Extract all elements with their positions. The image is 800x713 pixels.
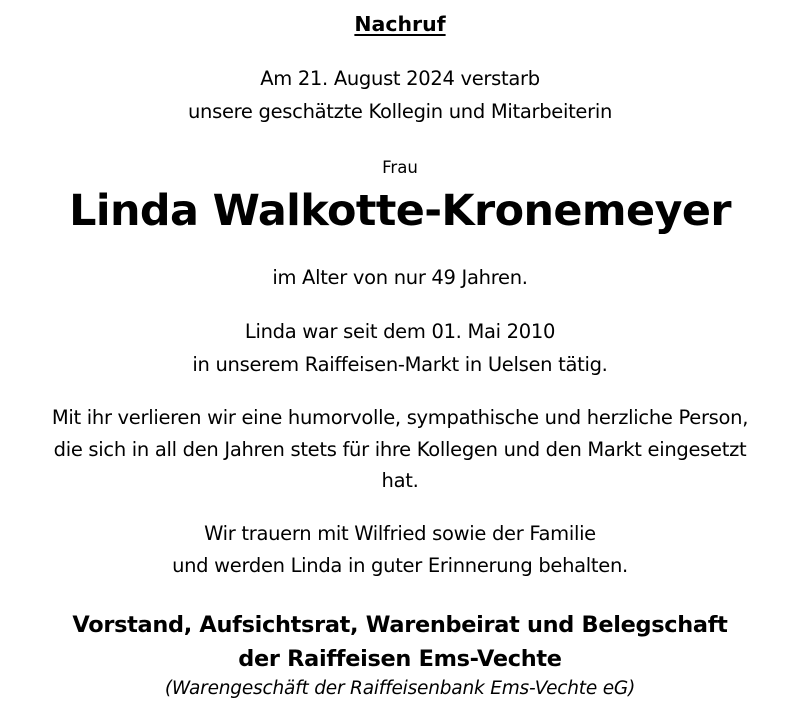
tribute-line-1: Mit ihr verlieren wir eine humorvolle, sympathische und herzliche Person, — [51, 406, 749, 429]
age-line: im Alter von nur 49 Jahren. — [272, 266, 528, 289]
intro-line-2: unsere geschätzte Kollegin und Mitarbeiterin — [187, 100, 613, 123]
deceased-name: Linda Walkotte-Kronemeyer — [69, 186, 731, 236]
notice-heading: Nachruf — [354, 12, 446, 36]
tribute-line-3: hat. — [381, 469, 419, 492]
signature-line-1: Vorstand, Aufsichtsrat, Warenbeirat und Belegschaft — [72, 612, 728, 638]
mourning-line-1: Wir trauern mit Wilfried sowie der Familie — [204, 522, 596, 545]
signature-subline: (Warengeschäft der Raiffeisenbank Ems-Vechte eG) — [164, 678, 636, 699]
tribute-line-2: die sich in all den Jahren stets für ihre Kollegen und den Markt eingesetzt — [53, 438, 747, 461]
employment-line-1: Linda war seit dem 01. Mai 2010 — [244, 320, 556, 343]
mourning-line-2: und werden Linda in guter Erinnerung behalten. — [172, 554, 628, 577]
intro-line-1: Am 21. August 2024 verstarb — [260, 67, 540, 90]
employment-line-2: in unserem Raiffeisen-Markt in Uelsen tätig. — [192, 353, 608, 376]
salutation: Frau — [382, 158, 418, 177]
signature-line-2: der Raiffeisen Ems-Vechte — [238, 646, 562, 672]
